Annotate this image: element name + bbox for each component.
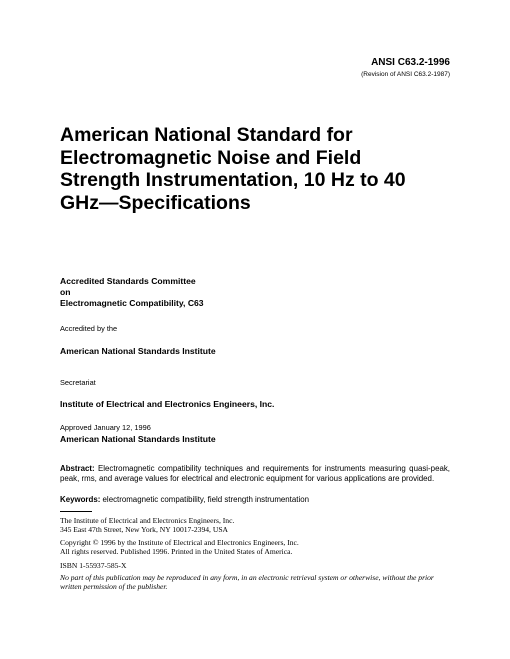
abstract-text: Electromagnetic compatibility techniques and requirements for instruments measuring quasi-peak, peak, rms, and average values for electrical and electronic equipment for various applications are provided. — [60, 464, 450, 484]
standard-designation: ANSI C63.2-1996 — [371, 57, 450, 68]
keywords-text: electromagnetic compatibility, field strength instrumentation — [102, 495, 309, 504]
publisher-address: 345 East 47th Street, New York, NY 10017-2394, USA — [60, 525, 229, 534]
committee-line: Accredited Standards Committee — [60, 276, 196, 286]
document-title — [60, 124, 460, 214]
divider-rule — [60, 511, 92, 512]
publisher-block — [60, 516, 234, 534]
keywords-label: Keywords: — [60, 495, 101, 504]
abstract — [60, 464, 450, 485]
secretariat-body: Institute of Electrical and Electronics Engineers, Inc. — [60, 399, 275, 409]
keywords — [60, 495, 309, 504]
approval-date: Approved January 12, 1996 — [60, 423, 151, 432]
title-line: Electromagnetic Noise and Field — [60, 146, 362, 169]
abstract-label: Abstract: — [60, 464, 95, 473]
title-line: GHz—Specifications — [60, 191, 251, 214]
title-line: Strength Instrumentation, 10 Hz to 40 — [60, 169, 406, 191]
accreditation-label: Accredited by the — [60, 324, 118, 333]
reproduction-notice: No part of this publication may be reproduced in any form, in an electronic retrieval system or otherwise, without the prior written permission of the publisher. — [60, 573, 434, 591]
revision-note: (Revision of ANSI C63.2-1987) — [361, 71, 450, 78]
committee-line: on — [60, 287, 71, 297]
copyright-block — [60, 538, 299, 556]
committee-line: Electromagnetic Compatibility, C63 — [60, 298, 204, 308]
isbn: ISBN 1-55937-585-X — [60, 561, 127, 570]
accreditation-body: American National Standards Institute — [60, 346, 216, 356]
title-line: American National Standard for — [60, 124, 353, 146]
copyright-line: All rights reserved. Published 1996. Printed in the United States of America. — [60, 547, 293, 556]
secretariat-label: Secretariat — [60, 378, 96, 387]
copyright-line: Copyright © 1996 by the Institute of Electrical and Electronics Engineers, Inc. — [60, 538, 299, 547]
publisher-name: The Institute of Electrical and Electronics Engineers, Inc. — [60, 516, 235, 525]
committee-block — [60, 276, 204, 309]
approval-body: American National Standards Institute — [60, 434, 216, 444]
